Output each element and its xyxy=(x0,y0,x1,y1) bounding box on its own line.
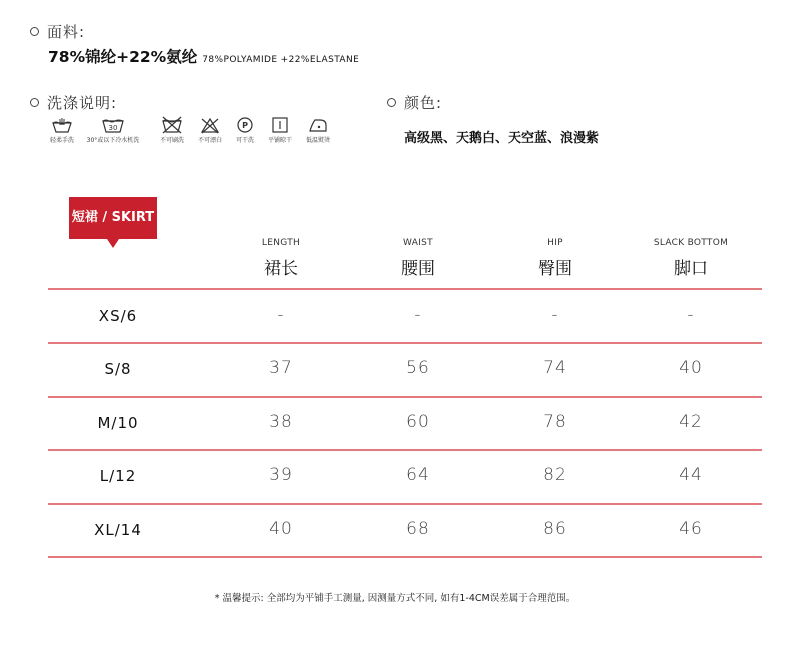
row-size-xs: XS/6 xyxy=(98,307,138,325)
fabric-composition-cn: 78%锦纶+22%氨纶 xyxy=(48,48,198,66)
color-values: 高级黑、天鹅白、天空蓝、浪漫紫 xyxy=(404,131,600,146)
no-bleach-icon xyxy=(199,116,221,134)
machine-wash-30-icon xyxy=(101,116,125,134)
col-header-length-cn: 裙长 xyxy=(264,259,298,279)
table-cell: 39 xyxy=(269,465,293,485)
no-tumble-dry-icon xyxy=(161,116,183,134)
care-item-machine-wash xyxy=(86,116,140,144)
table-cell: 40 xyxy=(679,358,703,378)
col-header-hip-cn: 臀围 xyxy=(538,259,572,279)
table-cell: - xyxy=(551,305,559,325)
care-label-no-bleach: 不可漂白 xyxy=(197,137,222,144)
low-iron-icon xyxy=(307,116,329,134)
skirt-tag-arrow xyxy=(107,239,119,248)
table-cell: 82 xyxy=(543,465,567,485)
table-divider-bottom xyxy=(48,556,762,558)
care-item-low-iron xyxy=(302,116,334,144)
care-label: 洗涤说明: xyxy=(47,94,118,112)
table-cell: - xyxy=(277,305,285,325)
color-label: 颜色: xyxy=(404,94,443,112)
table-cell: 38 xyxy=(269,412,293,432)
table-cell: 40 xyxy=(269,519,293,539)
table-cell: - xyxy=(687,305,695,325)
care-label-machine-wash: 30°或以下冷水机洗 xyxy=(86,137,140,144)
table-cell: - xyxy=(414,305,422,325)
fabric-label: 面料: xyxy=(47,23,86,41)
fabric-bullet xyxy=(30,27,39,36)
care-label-dry-clean: 可干洗 xyxy=(235,137,254,144)
row-size-m: M/10 xyxy=(97,414,139,432)
table-cell: 78 xyxy=(543,412,567,432)
table-cell: 86 xyxy=(543,519,567,539)
col-header-slack-bottom-cn: 脚口 xyxy=(674,259,708,279)
hand-wash-icon xyxy=(51,116,73,134)
measurement-note: * 温馨提示: 全部均为平铺手工测量, 因测量方式不同, 如有1-4CM误差属于合理范围。 xyxy=(214,593,576,604)
care-label-flat-dry: 平铺晾干 xyxy=(267,137,292,144)
table-divider xyxy=(48,396,762,398)
table-cell: 46 xyxy=(679,519,703,539)
col-header-hip-en: HIP xyxy=(547,238,563,248)
table-divider xyxy=(48,503,762,505)
table-cell: 74 xyxy=(543,358,567,378)
skirt-tag: 短裙 / SKIRT xyxy=(69,197,157,239)
table-divider xyxy=(48,342,762,344)
fabric-composition xyxy=(48,45,359,67)
color-bullet xyxy=(387,98,396,107)
care-label-no-tumble: 不可刷洗 xyxy=(159,137,184,144)
care-label-low-iron: 低温熨烫 xyxy=(305,137,330,144)
row-size-xl: XL/14 xyxy=(94,521,142,539)
machine-wash-temp: 30 xyxy=(108,124,118,132)
care-label-hand-wash: 轻柔手洗 xyxy=(49,137,74,144)
table-cell: 56 xyxy=(406,358,430,378)
table-cell: 68 xyxy=(406,519,430,539)
dry-clean-letter: P xyxy=(242,121,248,130)
table-cell: 60 xyxy=(406,412,430,432)
col-header-length-en: LENGTH xyxy=(261,238,301,248)
dry-clean-p-icon xyxy=(234,116,256,134)
col-header-waist-en: WAIST xyxy=(403,238,433,248)
table-divider-header xyxy=(48,288,762,290)
care-item-hand-wash xyxy=(46,116,78,144)
row-size-l: L/12 xyxy=(99,467,137,485)
col-header-slack-bottom-en: SLACK BOTTOM xyxy=(653,238,729,248)
row-size-s: S/8 xyxy=(104,360,132,378)
table-cell: 64 xyxy=(406,465,430,485)
care-bullet xyxy=(30,98,39,107)
table-divider xyxy=(48,449,762,451)
table-cell: 44 xyxy=(679,465,703,485)
table-cell: 42 xyxy=(679,412,703,432)
flat-dry-icon xyxy=(269,116,291,134)
col-header-waist-cn: 腰围 xyxy=(401,259,435,279)
fabric-composition-en: 78%POLYAMIDE +22%ELASTANE xyxy=(202,55,360,65)
table-cell: 37 xyxy=(269,358,293,378)
